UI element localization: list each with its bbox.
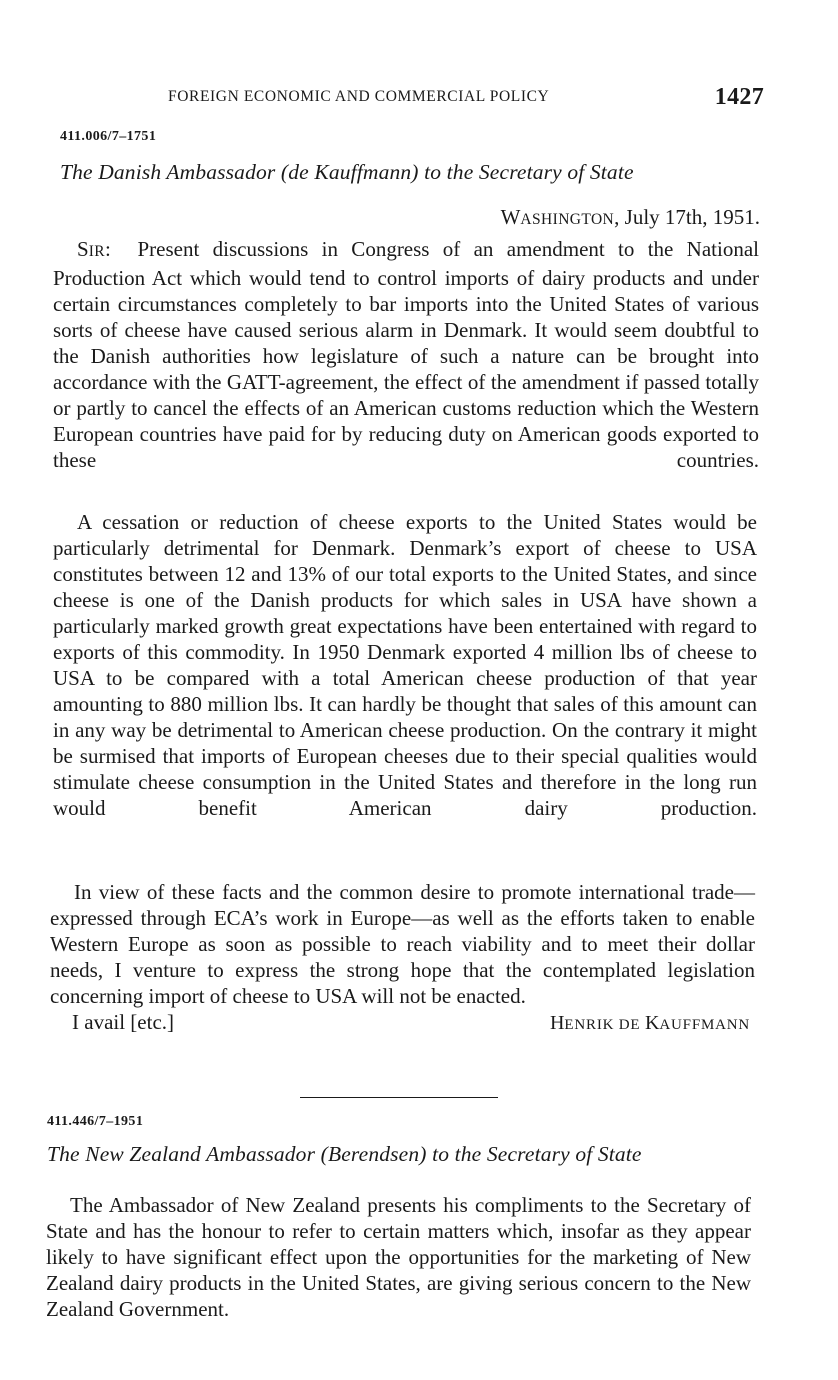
signature-initial-first: H bbox=[549, 1012, 565, 1034]
doc1-paragraph-1-text: Present discussions in Congress of an amendment to the National Production Act which would tend to control imports of dairy products and under certain circumstances completely to bar imports into the United States of various sorts of cheese have caused serious alarm in Denmark. It would seem doubtful to the Danish authorities how legislature of such a nature can be brought into accordance with the GATT-agreement, the effect of the amendment if passed totally or partly to cancel the effects of an American customs reduction which the Western European countries have paid for by reducing duty on American goods exported to these countries. bbox=[53, 237, 759, 472]
salutation-colon: : bbox=[105, 237, 111, 261]
running-head: FOREIGN ECONOMIC AND COMMERCIAL POLICY bbox=[168, 88, 550, 105]
doc1-heading-prefix: The Danish Ambassador ( bbox=[60, 160, 289, 184]
salutation-rest: IR bbox=[88, 243, 105, 260]
dateline-place: ASHINGTON bbox=[520, 211, 615, 228]
doc2-paragraph-1-text: The Ambassador of New Zealand presents his compliments to the Secretary of State and has the honour to refer to certain matters which, insofar as they appear likely to have significant effect upon the opportunities for the marketing of New Zealand dairy products in the United States, are giving serious concern to the New Zealand Government. bbox=[46, 1193, 751, 1321]
signature-initial-last: K bbox=[644, 1012, 660, 1034]
doc1-heading-name: de Kauffmann bbox=[288, 160, 412, 184]
doc1-paragraph-1 bbox=[53, 236, 759, 473]
doc1-heading-suffix: ) to the Secretary of State bbox=[411, 160, 634, 184]
doc1-dateline bbox=[501, 205, 760, 230]
doc2-heading bbox=[47, 1142, 642, 1167]
doc1-file-number: 411.006/7–1751 bbox=[60, 129, 157, 144]
doc2-heading-name: Berendsen bbox=[327, 1142, 420, 1166]
page-number: 1427 bbox=[714, 84, 764, 110]
doc1-paragraph-2 bbox=[53, 509, 757, 821]
dateline-initial: W bbox=[500, 205, 521, 229]
doc1-paragraph-3-text: In view of these facts and the common desire to promote international trade—expressed through ECA’s work in Europe—as well as the efforts taken to enable Western Europe as soon as possible to reach viability and to meet their dollar needs, I venture to express the strong hope that the contemplated legislation concerning import of cheese to USA will not be enacted. bbox=[50, 880, 755, 1008]
section-divider bbox=[300, 1097, 498, 1098]
dateline-date: , July 17th, 1951. bbox=[614, 205, 760, 229]
doc2-heading-prefix: The New Zealand Ambassador ( bbox=[47, 1142, 328, 1166]
doc1-paragraph-2-text: A cessation or reduction of cheese exports to the United States would be particularly detrimental for Denmark. Denmark’s export of cheese to USA constitutes between 12 and 13% of our total exports to the United States, and since cheese is one of the Danish products for which sales in USA have shown a particularly marked growth great expectations have been entertained with regard to exports of this commodity. In 1950 Denmark exported 4 million lbs of cheese to USA to be compared with a total American cheese production of that year amounting to 880 million lbs. It can hardly be thought that sales of this amount can in any way be detrimental to American cheese production. On the contrary it might be surmised that imports of European cheeses due to their special qualities would stimulate cheese consumption in the United States and therefore in the long run would benefit American dairy production. bbox=[53, 510, 757, 820]
doc1-closing: I avail [etc.] bbox=[72, 1010, 175, 1034]
doc2-paragraph-1 bbox=[46, 1192, 751, 1322]
doc2-file-number: 411.446/7–1951 bbox=[47, 1114, 144, 1129]
doc1-signature bbox=[550, 1012, 750, 1035]
signature-last: AUFFMANN bbox=[659, 1017, 750, 1033]
doc1-paragraph-3 bbox=[50, 879, 755, 1009]
signature-first: ENRIK DE bbox=[564, 1017, 645, 1033]
salutation-initial: S bbox=[77, 237, 89, 261]
doc1-heading bbox=[60, 160, 634, 185]
doc2-heading-suffix: ) to the Secretary of State bbox=[419, 1142, 642, 1166]
